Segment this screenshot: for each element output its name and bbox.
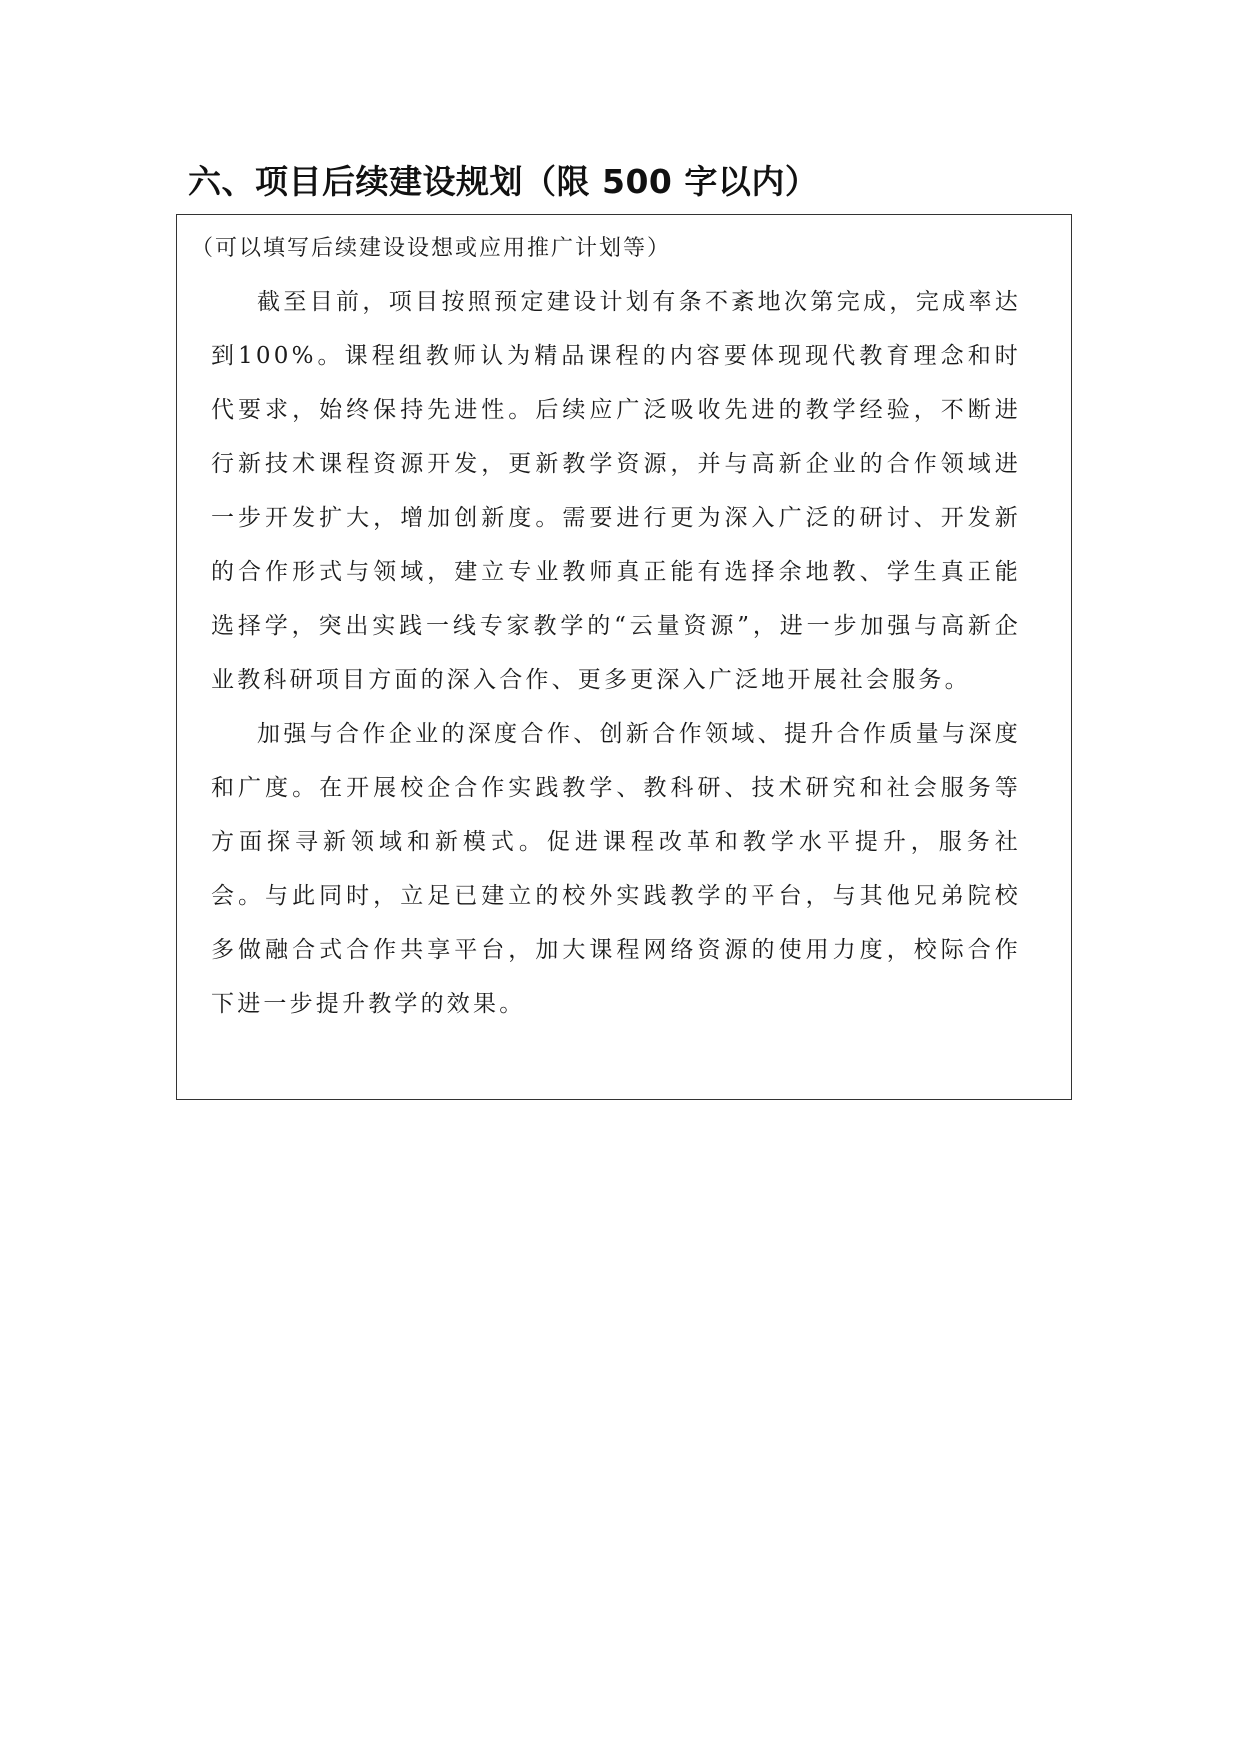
paragraph-2: 加强与合作企业的深度合作、创新合作领域、提升合作质量与深度和广度。在开展校企合作实践教学、教科研、技术研究和社会服务等方面探寻新领域和新模式。促进课程改革和教学水平提升，服务社会。与此同时，立足已建立的校外实践教学的平台，与其他兄弟院校多做融合式合作共享平台，加大课程网络资源的使用力度，校际合作下进一步提升教学的效果。 [211, 721, 1021, 1017]
body-text [211, 275, 1021, 1031]
hint-text: （可以填写后续建设设想或应用推广计划等） [191, 236, 672, 261]
paragraph-1: 截至目前，项目按照预定建设计划有条不紊地次第完成，完成率达到100%。课程组教师认为精品课程的内容要体现现代教育理念和时代要求，始终保持先进性。后续应广泛吸收先进的教学经验，不断进行新技术课程资源开发，更新教学资源，并与高新企业的合作领域进一步开发扩大，增加创新度。需要进行更为深入广泛的研讨、开发新的合作形式与领域，建立专业教师真正能有选择余地教、学生真正能选择学，突出实践一线专家教学的“云量资源”，进一步加强与高新企业教科研项目方面的深入合作、更多更深入广泛地开展社会服务。 [211, 289, 1021, 693]
section-heading: 六、项目后续建设规划（限 500 字以内） [188, 162, 819, 201]
content-box [176, 214, 1072, 1100]
